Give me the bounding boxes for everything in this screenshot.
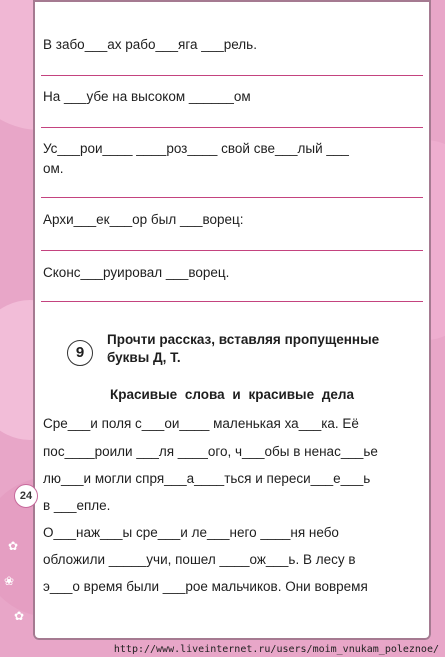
writing-line	[41, 250, 423, 251]
flower-decoration-icon: ✿	[14, 609, 25, 623]
exercise-line: ом.	[43, 161, 64, 176]
task-instruction-line: Прочти рассказ, вставляя пропущенные	[107, 332, 380, 347]
story-line: О___наж___ы сре___и ле___него ____ня небо	[43, 525, 339, 540]
task-instruction-line: буквы Д, Т.	[107, 350, 181, 365]
exercise-line: Сконс___руировал ___ворец.	[43, 265, 230, 280]
watermark-url: http://www.liveinternet.ru/users/moim_vnukam_poleznoe/	[113, 644, 439, 655]
exercise-line: Ус___рои____ ____роз____ свой све___лый ___	[43, 141, 349, 156]
writing-line	[41, 197, 423, 198]
exercise-line: На ___убе на высоком ______ом	[43, 89, 251, 104]
writing-line	[41, 127, 423, 128]
writing-line	[41, 301, 423, 302]
workbook-page	[33, 0, 431, 640]
story-title: Красивые слова и красивые дела	[109, 387, 355, 402]
story-line: обложили _____учи, пошел ____ож___ь. В лесу в	[43, 552, 356, 567]
flower-decoration-icon: ✿	[8, 539, 19, 553]
story-line: пос____роили ___ля ____ого, ч___обы в ненас___ье	[43, 444, 378, 459]
story-line: лю___и могли спря___а____ться и переси___е___ь	[43, 471, 371, 486]
page-number-badge: 24	[14, 484, 38, 508]
exercise-line: В забо___ах рабо___яга ___рель.	[43, 37, 257, 52]
story-line: Сре___и поля с___ои____ маленькая ха___ка. Её	[43, 416, 359, 431]
task-number-badge: 9	[67, 340, 93, 366]
exercise-line: Архи___ек___ор был ___ворец:	[43, 212, 244, 227]
writing-line	[41, 75, 423, 76]
story-line: э___о время были ___рое мальчиков. Они вовремя	[43, 579, 368, 594]
task-instruction	[107, 331, 379, 367]
flower-decoration-icon: ❀	[4, 574, 15, 588]
story-line: в ___епле.	[43, 498, 111, 513]
